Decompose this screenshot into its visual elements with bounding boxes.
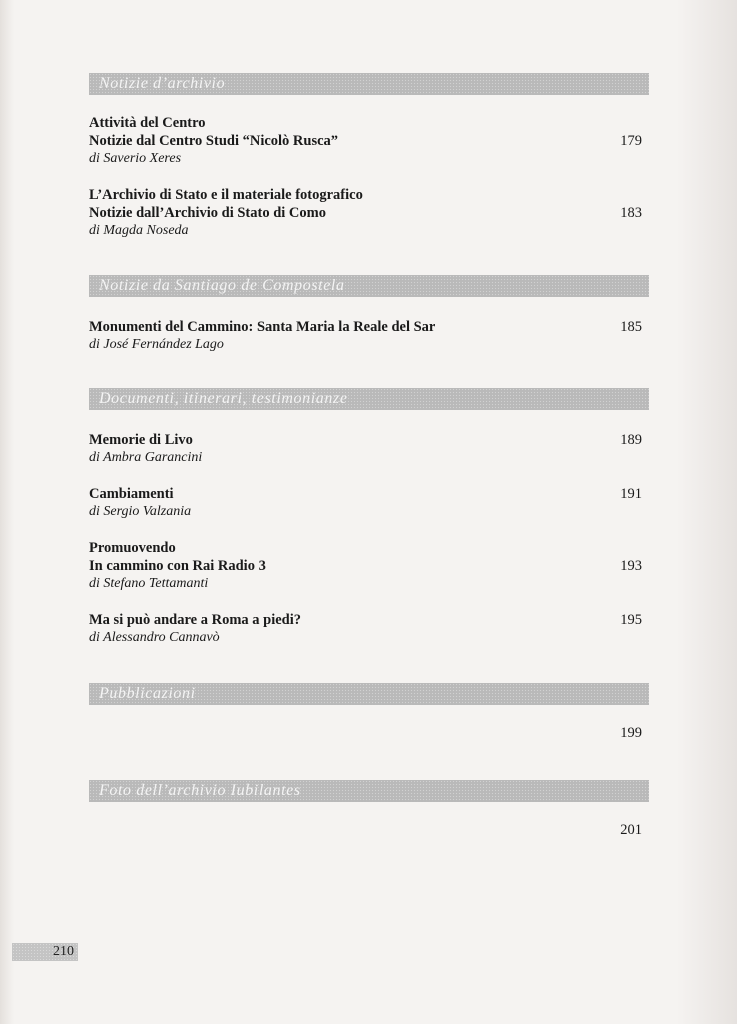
entry-title-line: Memorie di Livo [89,432,193,448]
entry-author: di Ambra Garancini [89,450,203,465]
entry-title-line: Promuovendo [89,540,176,556]
entry-author: di Magda Noseda [89,223,189,238]
toc-entry-archivio-stato[interactable] [89,186,649,240]
entry-author: di Stefano Tettamanti [89,576,209,591]
entry-author: di Saverio Xeres [89,151,182,166]
entry-page-number: 191 [620,486,642,502]
page-folio [12,943,78,961]
section-page-number-foto[interactable]: 201 [620,822,642,838]
entry-title-line: In cammino con Rai Radio 3 [89,558,266,574]
section-title: Notizie da Santiago de Compostela [99,277,345,294]
toc-entry-attivita-centro[interactable] [89,114,649,168]
section-header-foto-archivio [89,780,649,802]
entry-title-line: Ma si può andare a Roma a piedi? [89,612,302,628]
entry-author: di Sergio Valzania [89,504,192,519]
entry-author: di Alessandro Cannavò [89,630,220,645]
toc-entry-roma-piedi[interactable] [89,611,649,647]
toc-entry-promuovendo[interactable] [89,539,649,593]
entry-title-line: Monumenti del Cammino: Santa Maria la Reale del Sar [89,319,436,335]
entry-author: di José Fernández Lago [89,337,224,352]
entry-title-line: Cambiamenti [89,486,174,502]
section-header-notizie-archivio [89,73,649,95]
entry-page-number: 179 [620,133,642,149]
folio-number: 210 [53,944,74,959]
entry-page-number: 185 [620,319,642,335]
toc-entry-memorie-livo[interactable] [89,431,649,467]
section-page-number-pubblicazioni[interactable]: 199 [620,725,642,741]
page-edge-right [677,0,737,1024]
section-title: Foto dell’archivio Iubilantes [99,782,301,799]
toc-entry-cambiamenti[interactable] [89,485,649,521]
section-title: Documenti, itinerari, testimonianze [99,390,348,407]
entry-page-number: 193 [620,558,642,574]
entry-page-number: 195 [620,612,642,628]
entry-page-number: 183 [620,205,642,221]
entry-title-line: L’Archivio di Stato e il materiale fotografico [89,187,363,203]
entry-title-line: Notizie dall’Archivio di Stato di Como [89,205,326,221]
section-header-santiago [89,275,649,297]
entry-title-line: Notizie dal Centro Studi “Nicolò Rusca” [89,133,339,149]
page-edge-left [0,0,14,1024]
section-header-pubblicazioni [89,683,649,705]
entry-title-line: Attività del Centro [89,115,206,131]
section-title: Notizie d’archivio [99,75,226,92]
section-title: Pubblicazioni [99,685,196,702]
section-header-documenti [89,388,649,410]
toc-entry-monumenti-cammino[interactable] [89,318,649,354]
entry-page-number: 189 [620,432,642,448]
